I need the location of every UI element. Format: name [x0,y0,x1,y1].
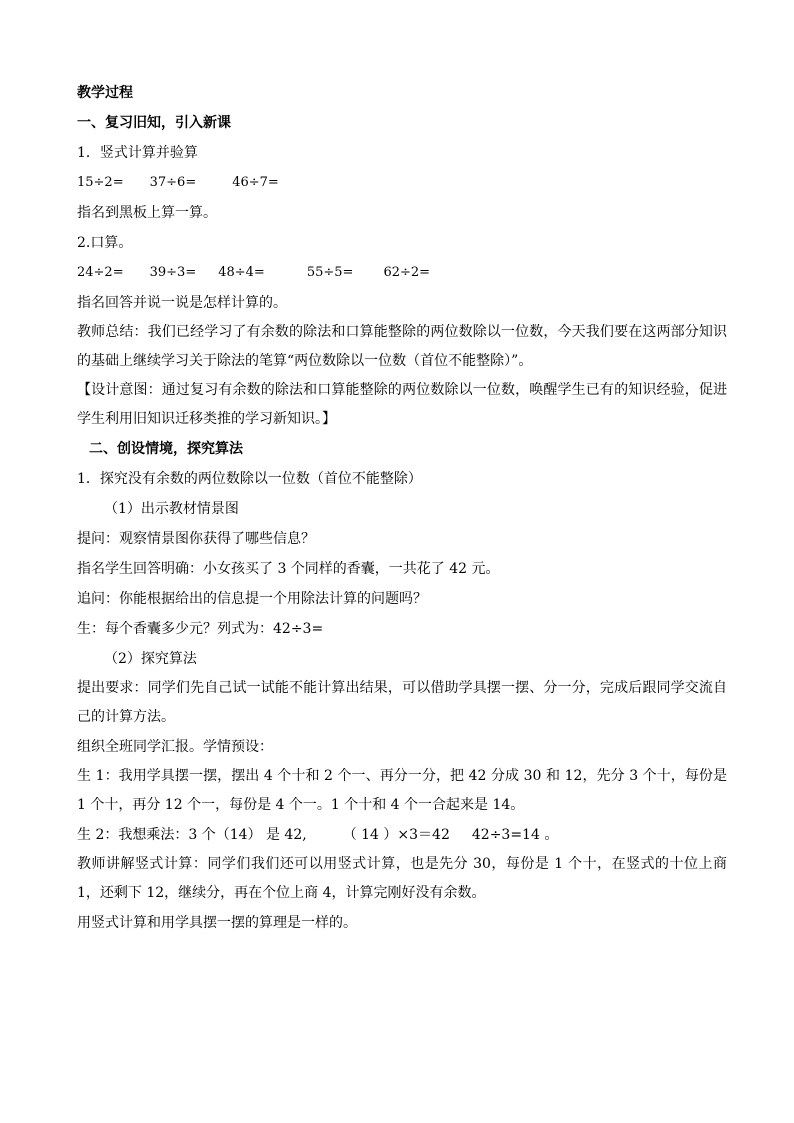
exercise-2-b: 39÷3= [149,265,197,280]
question-observe: 提问：观察情景图你获得了哪些信息？ [77,531,315,547]
conclusion: 用竖式计算和用学具摆一摆的算理是一样的。 [77,915,357,931]
student-2-part-b: （ 14 ）×3＝42 [342,827,450,843]
exercise-2-d: 55÷5= [306,265,354,280]
exercise-2-a: 24÷2= [77,265,124,280]
exercise-1-a: 15÷2= [77,175,124,190]
student-2-part-c: 42÷3=14 。 [471,827,559,843]
section-explore: 二、创设情境，探究算法 [89,441,243,457]
item-mental-calc: 2.口算。 [77,235,133,251]
answer-info: 指名学生回答明确：小女孩买了 3 个同样的香囊，一共花了 42 元。 [77,561,500,577]
sub-show-picture: （1）出示教材情景图 [104,501,239,517]
answer-formula: 生：每个香囊多少元？列式为：42÷3= [77,621,324,637]
requirement-text: 提出要求：同学们先自己试一试能不能计算出结果，可以借助学具摆一摆、分一分，完成后跟同学交流自己的计算方法。 [77,680,727,725]
section-review: 一、复习旧知，引入新课 [77,115,231,131]
student-2-part-a: 生 2：我想乘法：3 个（14） 是 42, [77,827,307,843]
exercise-2-c: 48÷4= [218,265,265,280]
note-explain: 指名回答并说一说是怎样计算的。 [77,295,287,311]
heading-teaching-process: 教学过程 [77,85,133,101]
exercise-row-1 [77,168,727,198]
note-blackboard: 指名到黑板上算一算。 [77,205,217,221]
student-1-answer: 生 1：我用学具摆一摆，摆出 4 个十和 2 个一、再分一分，把 42 分成 30 和 12，先分 3 个十，每份是 1 个十，再分 12 个一，每份是 4 个一。1 个十和 4 个一合起来是 14。 [77,768,727,813]
organize-report: 组织全班同学汇报。学情预设： [77,739,273,755]
design-intent: 【设计意图：通过复习有余数的除法和口算能整除的两位数除以一位数，唤醒学生已有的知识经验，促进学生利用旧知识迁移类推的学习新知识。】 [77,382,727,427]
student-2-answer [77,820,727,850]
question-follow-up: 追问：你能根据给出的信息提一个用除法计算的问题吗？ [77,591,427,607]
exercise-1-c: 46÷7= [232,175,279,190]
teacher-summary: 教师总结：我们已经学习了有余数的除法和口算能整除的两位数除以一位数，今天我们要在这两部分知识的基础上继续学习关于除法的笔算“两位数除以一位数（首位不能整除）”。 [77,324,727,369]
item-vertical-calc: 1．竖式计算并验算 [77,145,198,161]
item-explore-division: 1．探究没有余数的两位数除以一位数（首位不能整除） [77,471,422,487]
exercise-row-2 [77,258,727,288]
exercise-1-b: 37÷6= [149,175,197,190]
document-body [77,78,727,938]
sub-explore-method: （2）探究算法 [104,651,197,667]
exercise-2-e: 62÷2= [383,265,431,280]
teacher-explain: 教师讲解竖式计算：同学们我们还可以用竖式计算，也是先分 30，每份是 1 个十，在竖式的十位上商 1，还剩下 12，继续分，再在个位上商 4，计算完刚好没有余数。 [77,856,727,901]
